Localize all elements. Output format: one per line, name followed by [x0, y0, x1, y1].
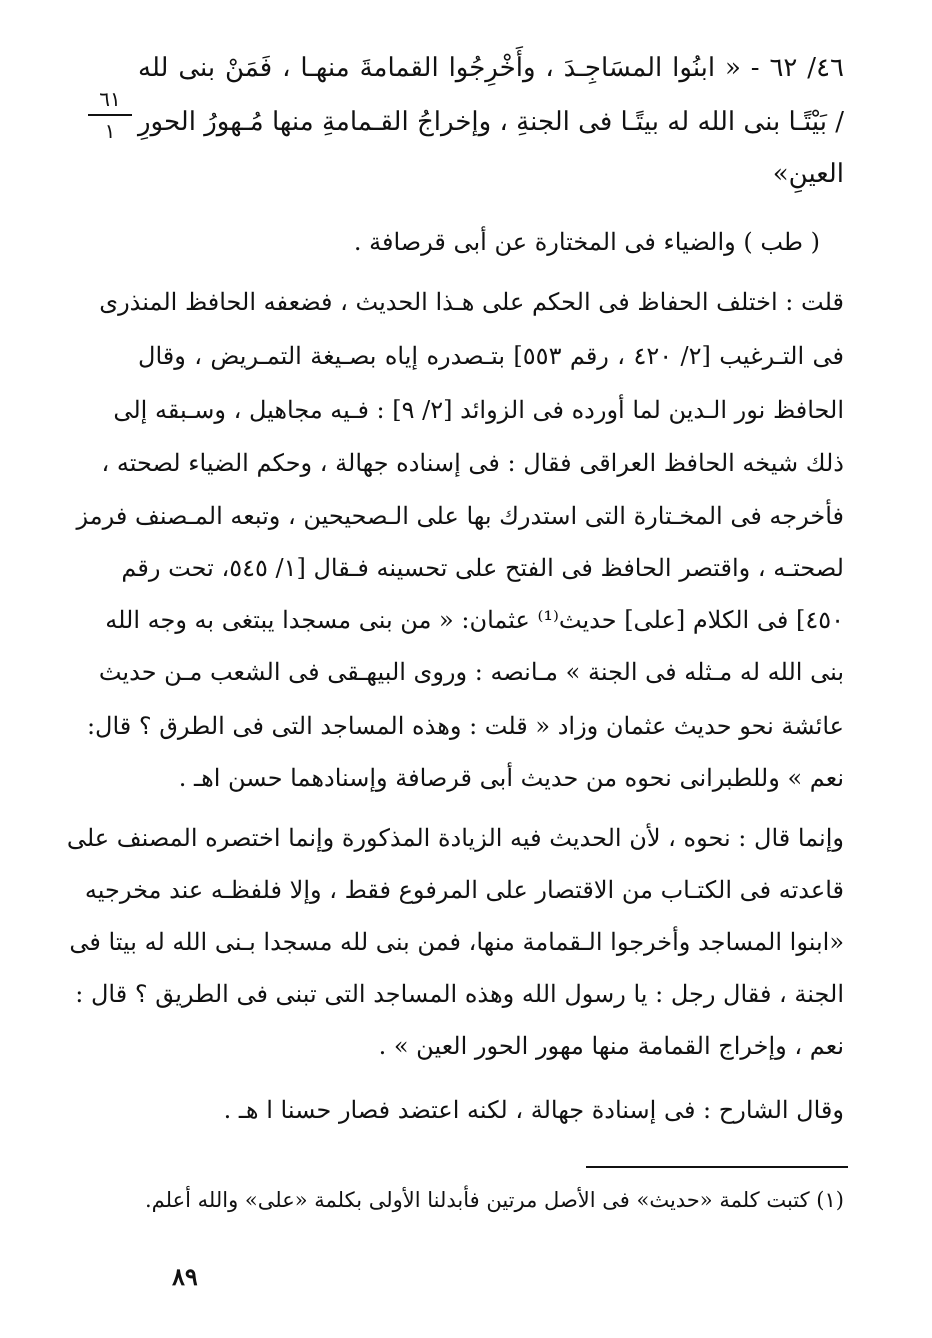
footnote: (١) كتبت كلمة «حديث» فى الأصل مرتين فأبدلنا الأولى بكلمة «على» والله أعلم. [144, 1188, 844, 1212]
paragraph-2-line-1: وإنما قال : نحوه ، لأن الحديث فيه الزيادة المذكورة وإنما اختصره المصنف على [66, 824, 844, 852]
hadith-line-3: العينِ» [772, 159, 844, 189]
paragraph-1-line-1: قلت : اختلف الحفاظ فى الحكم على هـذا الحديث ، فضعفه الحافظ المنذرى [99, 288, 844, 316]
paragraph-1-line-2: فى التـرغيب [٢/ ٤٢٠ ، رقم ٥٥٣] بتـصدره إياه بصـيغة التمـريض ، وقال [138, 342, 845, 370]
hadith-line-2: / بَيْتًـا بنى الله له بيتًـا فى الجنةِ ، وإخراجُ القـمامةِ منها مُـهورُ الحورِ [138, 107, 844, 137]
paragraph-2-line-3: «ابنوا المساجد وأخرجوا الـقمامة منها، فمن بنى لله مسجدا بـنى الله له بيتا فى [69, 928, 844, 956]
manuscript-folio-marker [88, 88, 132, 142]
paragraph-1-line-6: لصحتـه ، واقتصر الحافظ فى الفتح على تحسينه فـقال [١/ ٥٤٥، تحت رقم [121, 554, 844, 582]
paragraph-2-line-4: الجنة ، فقال رجل : يا رسول الله وهذه المساجد التى تبنى فى الطريق ؟ قال : [75, 980, 844, 1008]
paragraph-1-line-8: بنى الله له مـثله فى الجنة » مـانصه : وروى البيهـقى فى الشعب مـن حديث [98, 658, 844, 686]
paragraph-1-line-10: نعم » وللطبرانى نحوه من حديث أبى قرصافة وإسنادهما حسن اهـ . [178, 764, 844, 792]
hadith-line-1: ٤٦/ ٦٢ - « ابنُوا المسَاجِـدَ ، وأَخْرِجُوا القمامةَ منهـا ، فَمَنْ بنى لله [138, 53, 844, 83]
folio-marker-top: ٦١ [99, 87, 121, 111]
paragraph-1-line-3: الحافظ نور الـدين لما أورده فى الزوائد [٢/ ٩] : فـيه مجاهيل ، وسـبقه إلى [113, 396, 844, 424]
paragraph-1-line-7: ٤٥٠] فى الكلام [على] حديث⁽¹⁾ عثمان: « من بنى مسجدا يبتغى به وجه الله [105, 606, 844, 634]
source-citation: ( طب ) والضياء فى المختارة عن أبى قرصافة . [353, 228, 820, 256]
folio-marker-rule [88, 114, 132, 116]
footnote-separator [586, 1166, 848, 1168]
paragraph-3-line-1: وقال الشارح : فى إسنادة جهالة ، لكنه اعتضد فصار حسنا ا هـ . [223, 1096, 844, 1124]
paragraph-1-line-5: فأخرجه فى المخـتارة التى استدرك بها على الـصحيحين ، وتبعه المـصنف فرمز [76, 502, 844, 530]
folio-marker-bottom: ١ [104, 119, 116, 143]
paragraph-2-line-2: قاعدته فى الكتـاب من الاقتصار على المرفوع فقط ، وإلا فلفظـه عند مخرجيه [84, 876, 844, 904]
paragraph-1-line-9: عائشة نحو حديث عثمان وزاد « قلت : وهذه المساجد التى فى الطرق ؟ قال: [86, 712, 844, 740]
paragraph-1-line-4: ذلك شيخه الحافظ العراقى فقال : فى إسناده جهالة ، وحكم الضياء لصحته ، [101, 449, 844, 477]
paragraph-2-line-5: نعم ، وإخراج القمامة منها مهور الحور العين » . [378, 1032, 844, 1060]
page-number: ٨٩ [172, 1262, 198, 1291]
